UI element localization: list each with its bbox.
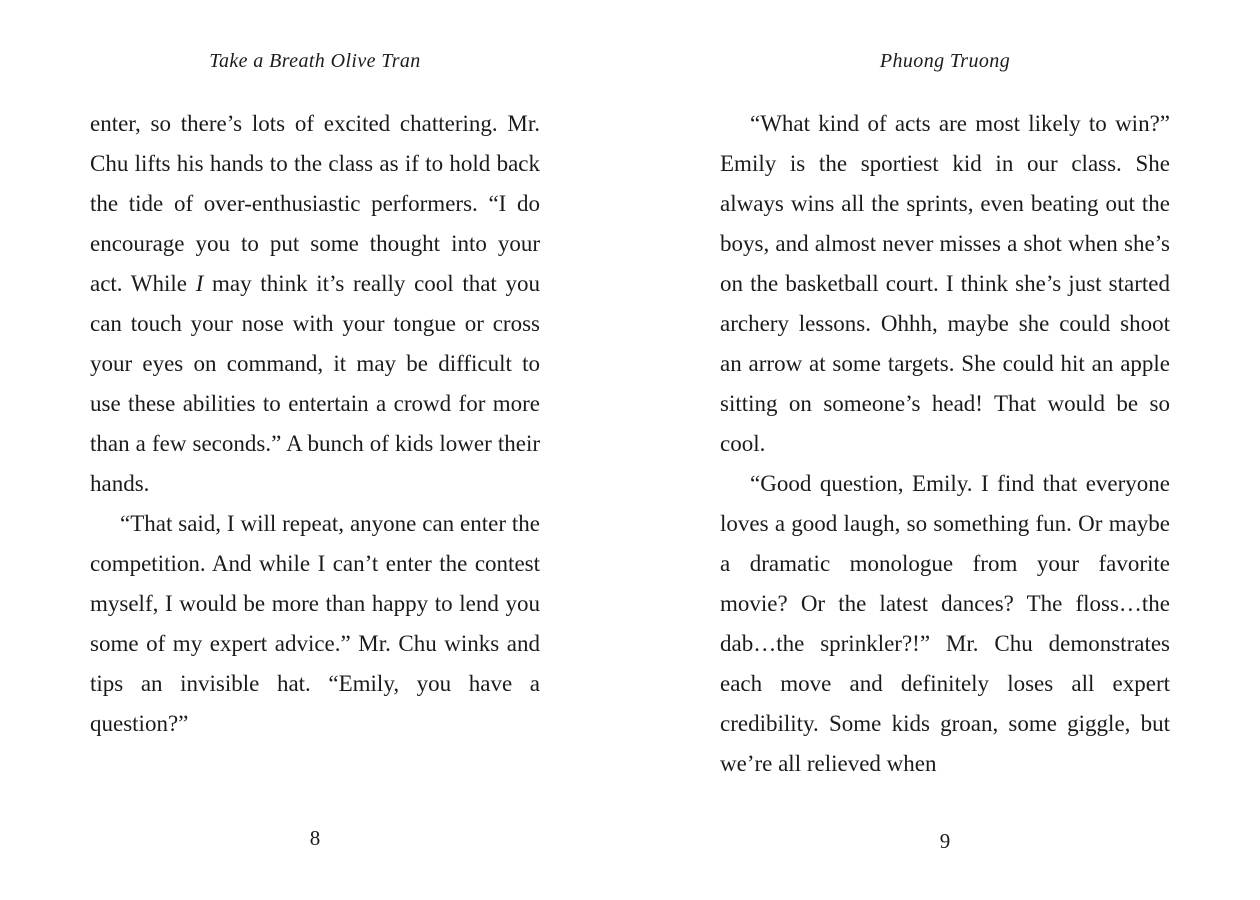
right-body-text	[720, 104, 1170, 784]
paragraph	[720, 464, 1170, 784]
paragraph	[720, 104, 1170, 464]
text-segment: “What kind of acts are most likely to win?” Emily is the sportiest kid in our class. She always wins all the sprints, even beating out the boys, and almost never misses a shot when she’s on the basketball court. I think she’s just started archery lessons. Ohhh, maybe she could shoot an arrow at some targets. She could hit an apple sitting on someone’s head! That would be so cool.	[720, 111, 1170, 456]
text-segment: may think it’s really cool that you can touch your nose with your tongue or cross your eyes on command, it may be difficult to use these abilities to entertain a crowd for more than a few seconds.” A bunch of kids lower their hands.	[90, 271, 540, 496]
left-page-number: 8	[309, 826, 321, 850]
left-body-text	[90, 104, 540, 744]
left-running-header: Take a Breath Olive Tran	[209, 50, 421, 72]
paragraph	[90, 104, 540, 504]
right-running-header: Phuong Truong	[879, 50, 1011, 72]
paragraph	[90, 504, 540, 744]
left-page	[90, 0, 540, 900]
text-segment: enter, so there’s lots of excited chattering. Mr. Chu lifts his hands to the class as if to hold back the tide of over-enthusiastic performers. “I do encourage you to put some thought into your act. While	[90, 111, 540, 296]
text-segment: “That said, I will repeat, anyone can enter the competition. And while I can’t enter the contest myself, I would be more than happy to lend you some of my expert advice.” Mr. Chu winks and tips an invisible hat. “Emily, you have a question?”	[90, 511, 540, 736]
right-page	[720, 0, 1170, 900]
right-page-number: 9	[939, 829, 951, 853]
italic-text-segment: I	[195, 271, 204, 296]
text-segment: “Good question, Emily. I find that everyone loves a good laugh, so something fun. Or maybe a dramatic monologue from your favorite movie? Or the latest dances? The floss…the dab…the sprinkler?!” Mr. Chu demonstrates each move and definitely loses all expert credibility. Some kids groan, some giggle, but we’re all relieved when	[720, 471, 1170, 776]
